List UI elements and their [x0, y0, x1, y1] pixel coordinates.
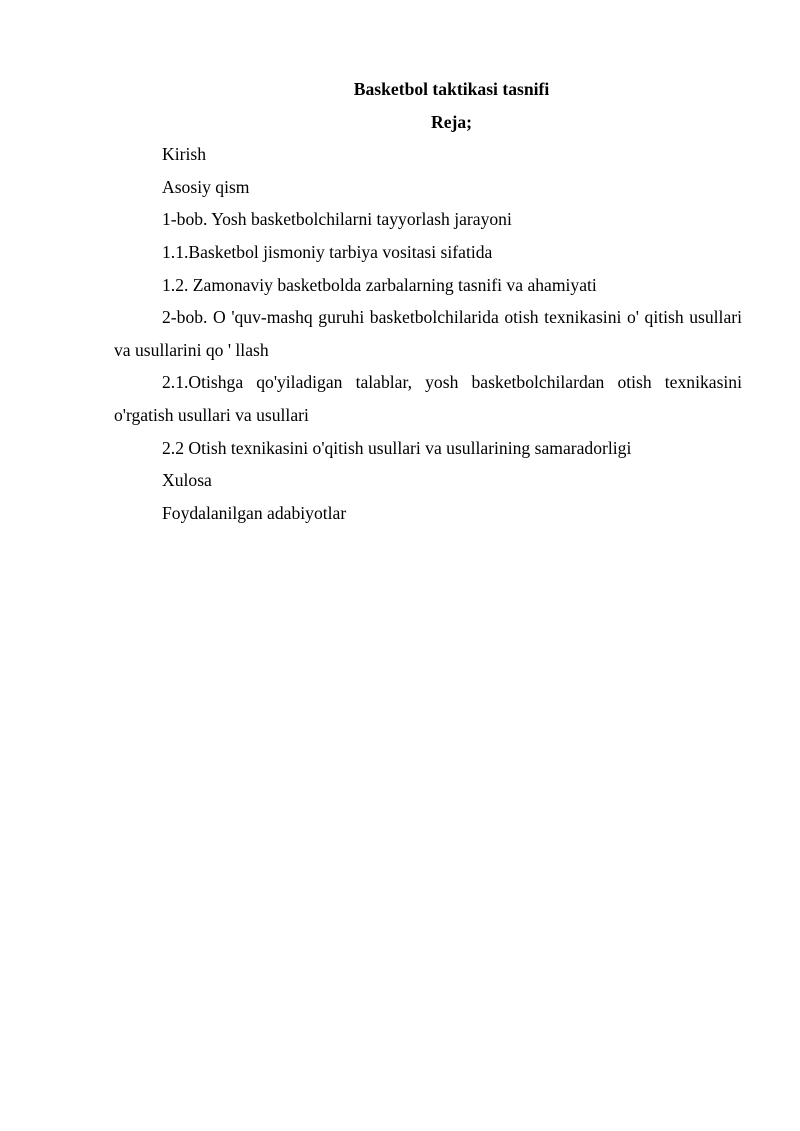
plan-item-chapter-1: 1-bob. Yosh basketbolchilarni tayyorlash jarayoni	[162, 209, 512, 230]
plan-item-chapter-2: 2-bob. O 'quv-mashq guruhi basketbolchilarida otish texnikasini o' qitish usullari va usullarini qo ' llash	[114, 307, 742, 360]
plan-heading: Reja;	[430, 111, 473, 132]
plan-item-references: Foydalanilgan adabiyotlar	[162, 502, 347, 523]
plan-item-main-part: Asosiy qism	[162, 176, 250, 197]
plan-item-section-1-2: 1.2. Zamonaviy basketbolda zarbalarning tasnifi va ahamiyati	[162, 274, 597, 295]
plan-item-section-1-1: 1.1.Basketbol jismoniy tarbiya vositasi sifatida	[162, 241, 493, 262]
document-title: Basketbol taktikasi tasnifi	[353, 79, 550, 99]
plan-item-introduction: Kirish	[162, 144, 206, 165]
plan-item-section-2-1: 2.1.Otishga qo'yiladigan talablar, yosh basketbolchilardan otish texnikasini o'rgatish usullari va usullari	[114, 372, 742, 425]
document-body	[114, 73, 742, 529]
plan-item-conclusion: Xulosa	[162, 470, 212, 491]
plan-item-section-2-2: 2.2 Otish texnikasini o'qitish usullari va usullarining samaradorligi	[162, 437, 632, 458]
